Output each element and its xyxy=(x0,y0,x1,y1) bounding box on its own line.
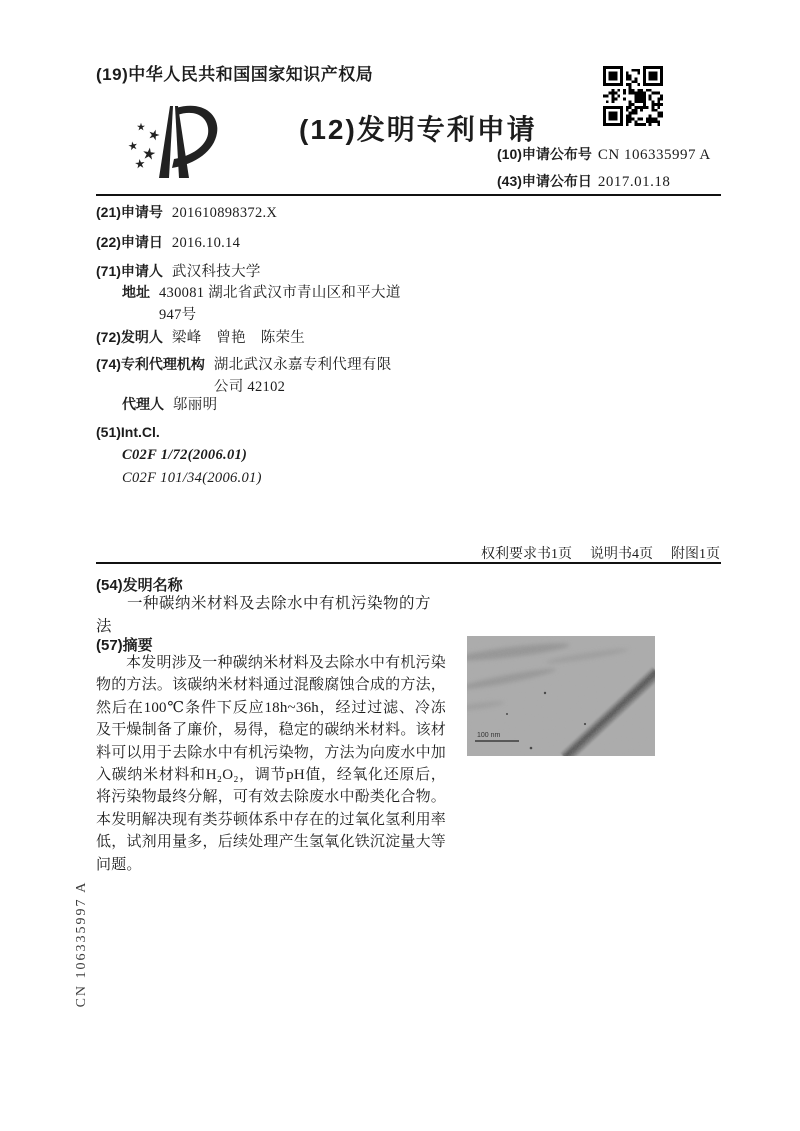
application-number-row xyxy=(96,202,277,222)
agency-value: 湖北武汉永嘉专利代理有限公司 42102 xyxy=(213,357,392,395)
agent-value: 邬丽明 xyxy=(173,397,218,413)
applicant-value: 武汉科技大学 xyxy=(171,264,261,280)
patent-office-name: (19)中华人民共和国国家知识产权局 xyxy=(96,65,374,84)
inventors-row xyxy=(96,326,305,347)
claims-pages: 权利要求书1页 xyxy=(481,547,572,562)
drawings-pages: 附图1页 xyxy=(671,547,720,562)
intcl-class-1: C02F 1/72(2006.01) xyxy=(122,447,248,463)
agent-label: 代理人 xyxy=(122,396,164,412)
pages-info xyxy=(481,543,720,563)
applicant-row xyxy=(96,260,261,281)
abstract-label: (57)摘要 xyxy=(96,637,153,654)
abstract-text: 本发明涉及一种碳纳米材料及去除水中有机污染物的方法。该碳纳米材料通过混酸腐蚀合成的方法，然后在100℃条件下反应18h~36h，经过过滤、冷冻及干燥制备了廉价，易得，稳定的碳纳米材料。该材料可以用于去除水中有机污染物，方法为向废水中加入碳纳米材料和H₂O₂，调节pH值，经氧化还原后，将污染物最终分解，可有效去除废水中酚类化合物。本发明解决现有类芬顿体系中存在的过氧化氢利用率低，试剂用量多，后续处理产生氢氧化铁沉淀量大等问题。 xyxy=(96,655,446,873)
agency-row xyxy=(96,354,398,398)
publication-number-row xyxy=(497,141,711,168)
address-value: 430081 湖北省武汉市青山区和平大道947号 xyxy=(159,285,401,323)
agent-row xyxy=(122,393,217,414)
invention-title: 一种碳纳米材料及去除水中有机污染物的方法 xyxy=(96,595,432,635)
document-type-title: (12)发明专利申请 xyxy=(299,114,537,145)
publication-date-label: (43)申请公布日 xyxy=(497,173,592,189)
application-date-label: (22)申请日 xyxy=(96,234,163,250)
address-label: 地址 xyxy=(122,284,150,300)
invention-title-label: (54)发明名称 xyxy=(96,577,183,594)
sipo-logo-icon xyxy=(114,96,228,190)
publication-date-value: 2017.01.18 xyxy=(597,174,671,190)
application-number-value: 201610898372.X xyxy=(171,205,278,221)
section-divider-rule xyxy=(96,562,721,564)
application-date-value: 2016.10.14 xyxy=(171,235,241,251)
inventors-value: 梁峰 曾艳 陈荣生 xyxy=(171,330,306,346)
publication-number-label: (10)申请公布号 xyxy=(497,146,592,162)
publication-number-value: CN 106335997 A xyxy=(597,147,711,163)
publication-block xyxy=(497,141,711,195)
qr-code-icon xyxy=(603,66,663,126)
intcl-class-2: C02F 101/34(2006.01) xyxy=(122,470,262,486)
abstract-figure-micrograph xyxy=(467,636,655,756)
intcl-label: (51)Int.Cl. xyxy=(96,424,160,440)
figure-scale-label: 100 nm xyxy=(477,732,501,739)
address-row xyxy=(122,282,415,326)
side-publication-number: CN 106335997 A xyxy=(74,880,89,1008)
application-number-label: (21)申请号 xyxy=(96,204,163,220)
agency-label: (74)专利代理机构 xyxy=(96,356,205,372)
intcl-row xyxy=(96,424,160,440)
description-pages: 说明书4页 xyxy=(590,547,653,562)
publication-date-row xyxy=(497,168,711,195)
application-date-row xyxy=(96,232,240,252)
applicant-label: (71)申请人 xyxy=(96,263,163,279)
header-divider-rule xyxy=(96,194,721,196)
inventors-label: (72)发明人 xyxy=(96,329,163,345)
